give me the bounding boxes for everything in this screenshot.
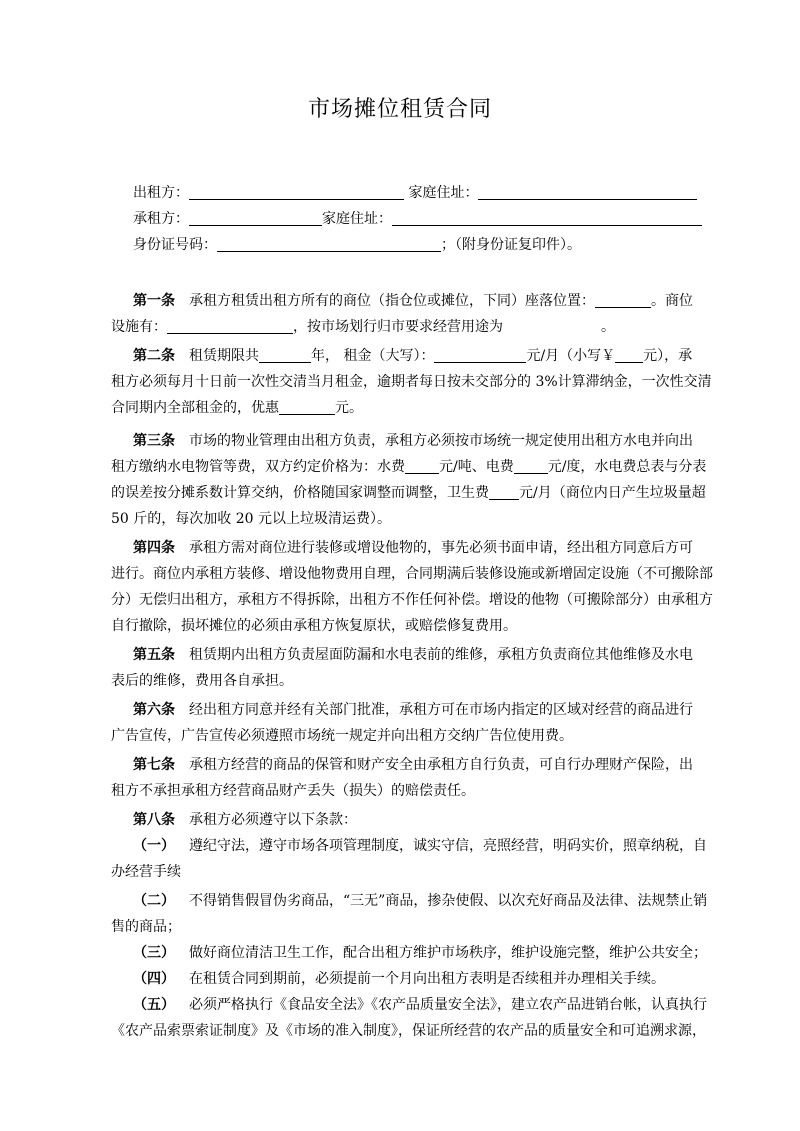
lessor-address-label: 家庭住址：: [408, 185, 479, 201]
clause-3: [133, 944, 707, 962]
article-text: 承租方必须遵守以下条款：: [189, 812, 357, 828]
article-number: 第一条: [133, 293, 175, 309]
rent-figure-blank[interactable]: [615, 348, 643, 363]
lessor-label: 出租方：: [133, 185, 189, 201]
article-text: 市场的物业管理由出租方负责，承租方必须按市场统一规定使用出租方水电并向出: [189, 433, 693, 449]
id-label: 身份证号码：: [133, 237, 217, 253]
clause-text: 做好商位清洁卫生工作，配合出租方维护市场秩序，维护设施完整，维护公共安全；: [189, 945, 707, 961]
clause-5: [133, 996, 707, 1014]
clause-number: （五）: [133, 997, 175, 1013]
article-5: [133, 646, 693, 664]
article-text: 的误差按分摊系数计算交纳，价格随国家调整而调整，卫生费: [111, 485, 489, 501]
clause-text: 必须严格执行《食品安全法》《农产品质量安全法》，建立农产品进销台帐，认真执行: [189, 997, 707, 1013]
water-fee-blank[interactable]: [405, 459, 439, 474]
clause-number: （四）: [133, 971, 175, 987]
lessee-blank[interactable]: [189, 211, 322, 226]
id-row: [133, 236, 581, 254]
article-text: ，按市场划行归市要求经营用途为: [293, 319, 503, 335]
article-7: [133, 756, 693, 774]
article-text: 。商位: [651, 293, 693, 309]
term-blank[interactable]: [259, 348, 311, 363]
lessee-label: 承租方：: [133, 211, 189, 227]
article-text: 年， 租金（大写）：: [311, 348, 435, 364]
lessor-blank[interactable]: [189, 185, 404, 200]
clause-2: [133, 892, 707, 910]
article-number: 第五条: [133, 647, 175, 663]
article-text: 元），承: [643, 348, 693, 364]
article-text: 元/月（小写￥: [526, 348, 616, 364]
article-number: 第三条: [133, 433, 175, 449]
page-title: 市场摊位租赁合同: [307, 97, 492, 122]
article-1-line-2: [111, 318, 615, 336]
article-8: [133, 811, 357, 829]
article-number: 第七条: [133, 757, 175, 773]
article-number: 第六条: [133, 702, 175, 718]
article-text: 元/月（商位内日产生垃圾量超: [519, 485, 706, 501]
article-text: 元/度，水电费总表与分表: [547, 459, 707, 475]
facilities-blank[interactable]: [167, 319, 293, 334]
article-text: 承租方经营的商品的保管和财产安全由承租方自行负责，可自行办理财产保险，出: [189, 757, 693, 773]
article-text: 设施有：: [111, 319, 167, 335]
article-2: [133, 347, 692, 365]
clause-5-line-2: 《农产品索票索证制度》及《市场的准入制度》，保证所经营的农产品的质量安全和可追溯求源，: [111, 1023, 706, 1039]
article-number: 第二条: [133, 348, 175, 364]
article-4-line-2: 进行。商位内承租方装修、增设他物费用自理，合同期满后装修设施或新增固定设施（不可搬除部: [111, 566, 713, 582]
article-text: 租方缴纳水电物管等费，双方约定价格为：水费: [111, 459, 405, 475]
clause-number: （二）: [133, 893, 175, 909]
lessee-address-blank[interactable]: [392, 211, 702, 226]
clause-text: 遵纪守法，遵守市场各项管理制度，诚实守信，亮照经营，明码实价，照章纳税，自: [189, 838, 707, 854]
clause-1-line-2: 办经营手续: [111, 864, 181, 880]
clause-text: 在租赁合同到期前，必须提前一个月向出租方表明是否续租并办理相关手续。: [189, 971, 665, 987]
article-4-line-4: 自行撤除，损坏摊位的必须由承租方恢复原状，或赔偿修复费用。: [111, 618, 517, 634]
article-3-line-3: [111, 484, 706, 502]
article-2-line-3: [111, 399, 363, 417]
lessee-address-label: 家庭住址：: [322, 211, 392, 227]
lessor-address-blank[interactable]: [478, 185, 697, 200]
article-1: [133, 292, 693, 310]
article-6-line-2: 广告宣传，广告宣传必须遵照市场统一规定并向出租方交纳广告位使用费。: [111, 728, 573, 744]
article-2-line-2: 租方必须每月十日前一次性交清当月租金，逾期者每日按未交部分的 3%计算滞纳金，一次性交清: [111, 374, 712, 390]
clause-number: （一）: [133, 838, 175, 854]
article-text: 元。: [335, 400, 363, 416]
lessee-row: [133, 210, 702, 228]
power-fee-blank[interactable]: [514, 459, 548, 474]
location-blank[interactable]: [595, 293, 651, 308]
clause-1: [133, 837, 707, 855]
article-text: 承租方需对商位进行装修或增设他物的，事先必须书面申请，经出租方同意后方可: [189, 540, 693, 556]
lessor-row: [133, 184, 697, 202]
article-text: 经出租方同意并经有关部门批准，承租方可在市场内指定的区域对经营的商品进行: [189, 702, 693, 718]
discount-blank[interactable]: [279, 400, 335, 415]
article-4-line-3: 分）无偿归出租方，承租方不得拆除，出租方不作任何补偿。增设的他物（可搬除部分）由承租方: [111, 592, 713, 608]
article-5-line-2: 表后的维修，费用各自承担。: [111, 673, 293, 689]
clause-number: （三）: [133, 945, 175, 961]
article-text: 元/吨、电费: [439, 459, 514, 475]
rent-words-blank[interactable]: [434, 348, 526, 363]
article-7-line-2: 租方不承担承租方经营商品财产丢失（损失）的赔偿责任。: [111, 783, 475, 799]
clause-2-line-2: 售的商品；: [111, 919, 181, 935]
article-text: 承租方租赁出租方所有的商位（指仓位或摊位，下同）座落位置：: [189, 293, 595, 309]
clause-4: [133, 970, 665, 988]
article-text: 租赁期内出租方负责屋面防漏和水电表前的维修，承租方负责商位其他维修及水电: [189, 647, 693, 663]
sanitation-fee-blank[interactable]: [489, 485, 519, 500]
article-6: [133, 701, 693, 719]
clause-text: 不得销售假冒伪劣商品，“三无”商品，掺杂使假、以次充好商品及法律、法规禁止销: [189, 893, 708, 909]
article-3-line-2: [111, 458, 706, 476]
article-number: 第四条: [133, 540, 175, 556]
article-3: [133, 432, 693, 450]
article-4: [133, 539, 693, 557]
id-note: ；（附身份证复印件）。: [441, 237, 581, 253]
id-blank[interactable]: [217, 237, 441, 252]
article-text: 租赁期限共: [189, 348, 259, 364]
article-number: 第八条: [133, 812, 175, 828]
article-3-line-4: 50 斤的，每次加收 20 元以上垃圾清运费）。: [111, 511, 391, 527]
article-text: 。: [601, 319, 615, 335]
article-text: 合同期内全部租金的，优惠: [111, 400, 279, 416]
